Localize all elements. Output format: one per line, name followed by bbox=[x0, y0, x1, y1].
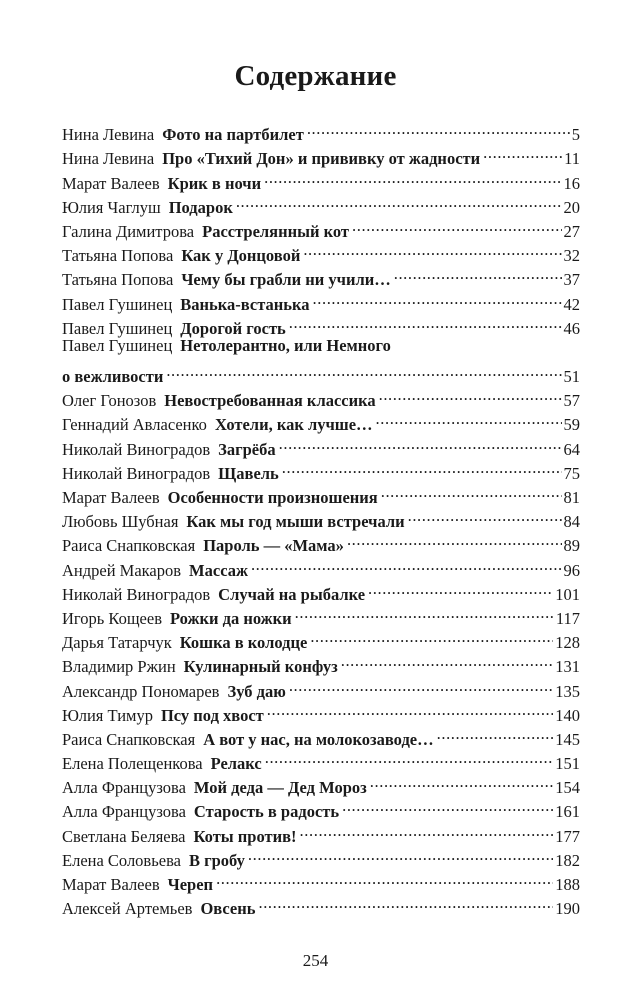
toc-author: Раиса Снапковская bbox=[62, 729, 196, 749]
toc-page-number: 57 bbox=[563, 391, 580, 411]
toc-dot-leader bbox=[264, 164, 561, 188]
toc-work-title: Пароль — «Мама» bbox=[203, 536, 344, 556]
toc-author: Павел Гушинец bbox=[62, 318, 173, 338]
toc-dot-leader bbox=[376, 406, 562, 430]
toc-author: Николай Виноградов bbox=[62, 439, 211, 459]
toc-work-title: Особенности произношения bbox=[167, 488, 378, 508]
toc-page-number: 81 bbox=[563, 488, 580, 508]
toc-work-title: Подарок bbox=[168, 197, 233, 217]
toc-page-number: 75 bbox=[563, 463, 580, 483]
toc-page-number: 51 bbox=[563, 367, 580, 387]
toc-author: Юлия Чаглуш bbox=[62, 197, 161, 217]
toc-page-number: 16 bbox=[563, 173, 580, 193]
toc-author: Марат Валеев bbox=[62, 875, 160, 895]
toc-entry[interactable] bbox=[62, 576, 580, 604]
toc-work-title: Старость в радость bbox=[193, 802, 340, 822]
toc-page-number: 188 bbox=[555, 875, 580, 895]
toc-author: Татьяна Попова bbox=[62, 270, 174, 290]
toc-dot-leader bbox=[347, 527, 562, 551]
toc-author: Юлия Тимур bbox=[62, 705, 153, 725]
toc-author: Татьяна Попова bbox=[62, 246, 174, 266]
toc-author: Александр Пономарев bbox=[62, 681, 220, 701]
toc-page-number: 117 bbox=[555, 608, 580, 628]
toc-author: Николай Виноградов bbox=[62, 463, 211, 483]
toc-entry[interactable] bbox=[62, 890, 580, 919]
toc-dot-leader bbox=[279, 430, 562, 454]
toc-author: Дарья Татарчук bbox=[62, 633, 172, 653]
toc-entry[interactable] bbox=[62, 769, 580, 798]
toc-dot-leader bbox=[166, 358, 561, 382]
toc-entry[interactable] bbox=[62, 116, 580, 145]
toc-work-title: Кулинарный конфуз bbox=[183, 657, 338, 677]
toc-work-title: Фото на партбилет bbox=[162, 125, 304, 145]
toc-dot-leader bbox=[303, 237, 561, 261]
toc-page-number: 101 bbox=[555, 584, 580, 604]
toc-work-title: Овсень bbox=[200, 899, 256, 919]
toc-entry[interactable] bbox=[62, 382, 580, 411]
toc-work-title: Коты против! bbox=[193, 826, 297, 846]
toc-dot-leader bbox=[236, 189, 562, 213]
toc-page-number: 140 bbox=[555, 705, 580, 725]
toc-entry[interactable] bbox=[62, 479, 580, 508]
toc-author: Елена Полещенкова bbox=[62, 754, 203, 774]
toc-entry[interactable] bbox=[62, 310, 580, 338]
toc-work-title: В гробу bbox=[188, 850, 245, 870]
toc-page-number: 182 bbox=[555, 850, 580, 870]
toc-dot-leader bbox=[381, 479, 562, 503]
toc-work-title: Крик в ночи bbox=[167, 173, 262, 193]
toc-page-number: 32 bbox=[563, 246, 580, 266]
toc-work-title: Хотели, как лучше… bbox=[214, 415, 373, 435]
toc-dot-leader bbox=[267, 697, 553, 721]
toc-work-title: А вот у нас, на молокозаводе… bbox=[203, 729, 434, 749]
toc-author: Алексей Артемьев bbox=[62, 899, 193, 919]
toc-page-number: 5 bbox=[571, 125, 580, 145]
toc-author: Николай Виноградов bbox=[62, 584, 211, 604]
toc-page-number: 145 bbox=[555, 729, 580, 749]
toc-dot-leader bbox=[437, 721, 554, 745]
toc-entry[interactable] bbox=[62, 624, 580, 653]
toc-entry[interactable] bbox=[62, 140, 580, 169]
toc-dot-leader bbox=[265, 745, 554, 769]
toc-page-number: 42 bbox=[563, 294, 580, 314]
toc-entry[interactable] bbox=[62, 842, 580, 870]
toc-dot-leader bbox=[216, 866, 553, 890]
toc-work-title: Ванька-встанька bbox=[180, 294, 310, 314]
toc-author: Владимир Ржин bbox=[62, 657, 176, 677]
toc-work-title: Как у Донцовой bbox=[181, 246, 301, 266]
toc-dot-leader bbox=[341, 648, 554, 672]
toc-work-title: Нетолерантно, или Немного bbox=[180, 335, 391, 355]
toc-entry[interactable] bbox=[62, 503, 580, 532]
toc-page-number: 190 bbox=[555, 899, 580, 919]
toc-work-title: Загрёба bbox=[218, 439, 276, 459]
toc-page-number: 135 bbox=[555, 681, 580, 701]
toc-author: Нина Левина bbox=[62, 149, 155, 169]
toc-dot-leader bbox=[483, 140, 562, 164]
toc-dot-leader bbox=[289, 672, 553, 696]
toc-page-number: 27 bbox=[563, 221, 580, 241]
toc-entry[interactable] bbox=[62, 793, 580, 822]
toc-work-title: Щавель bbox=[218, 463, 279, 483]
toc-work-title: Рожки да ножки bbox=[170, 608, 292, 628]
toc-author: Павел Гушинец bbox=[62, 294, 173, 314]
toc-work-title: Мой деда — Дед Мороз bbox=[193, 778, 367, 798]
toc-author: Геннадий Авласенко bbox=[62, 415, 207, 435]
toc-work-title: Случай на рыбалке bbox=[218, 584, 366, 604]
toc-author: Елена Соловьева bbox=[62, 850, 181, 870]
toc-entry[interactable] bbox=[62, 817, 580, 846]
toc-dot-leader bbox=[313, 285, 562, 309]
toc-work-title: Невостребованная классика bbox=[164, 391, 376, 411]
toc-author: Андрей Макаров bbox=[62, 560, 182, 580]
toc-entry[interactable] bbox=[62, 237, 580, 266]
toc-author: Галина Димитрова bbox=[62, 221, 195, 241]
toc-entry[interactable] bbox=[62, 164, 580, 193]
toc-entry[interactable] bbox=[62, 551, 580, 580]
toc-dot-leader bbox=[379, 382, 562, 406]
toc-work-title: Кошка в колодце bbox=[179, 633, 308, 653]
toc-entry-line-2 bbox=[62, 358, 580, 387]
toc-page-number: 177 bbox=[555, 826, 580, 846]
toc-page-number: 151 bbox=[555, 754, 580, 774]
toc-entry-line-1 bbox=[62, 334, 580, 358]
toc-author: Любовь Шубная bbox=[62, 512, 179, 532]
toc-entry[interactable] bbox=[62, 648, 580, 677]
toc-work-title: Псу под хвост bbox=[160, 705, 264, 725]
toc-page-number: 37 bbox=[563, 270, 580, 290]
toc-dot-leader bbox=[342, 793, 553, 817]
toc-author: Марат Валеев bbox=[62, 488, 160, 508]
toc-entry[interactable] bbox=[62, 527, 580, 556]
toc-page-number: 59 bbox=[563, 415, 580, 435]
toc-entry[interactable] bbox=[62, 672, 580, 701]
toc-entry[interactable] bbox=[62, 455, 580, 483]
toc-dot-leader bbox=[300, 817, 554, 841]
toc-page-number: 128 bbox=[555, 633, 580, 653]
toc-work-title: Дорогой гость bbox=[180, 318, 286, 338]
toc-page-number: 84 bbox=[563, 512, 580, 532]
toc-page-number: 46 bbox=[563, 318, 580, 338]
toc-entry[interactable] bbox=[62, 285, 580, 314]
toc-entry[interactable] bbox=[62, 334, 580, 387]
toc-page-number: 20 bbox=[563, 197, 580, 217]
toc-dot-leader bbox=[368, 576, 553, 600]
toc-work-title-continued: о вежливости bbox=[62, 367, 164, 387]
toc-dot-leader bbox=[295, 600, 554, 624]
toc-dot-leader bbox=[352, 213, 561, 237]
toc-author: Игорь Кощеев bbox=[62, 608, 162, 628]
toc-entry[interactable] bbox=[62, 406, 580, 435]
toc-entry[interactable] bbox=[62, 261, 580, 290]
toc-entry[interactable] bbox=[62, 213, 580, 241]
toc-dot-leader bbox=[248, 842, 553, 866]
toc-work-title: Расстрелянный кот bbox=[202, 221, 350, 241]
toc-dot-leader bbox=[289, 310, 562, 334]
toc-author: Светлана Беляева bbox=[62, 826, 186, 846]
toc-page-number: 161 bbox=[555, 802, 580, 822]
toc-page-number: 131 bbox=[555, 657, 580, 677]
toc-page-number: 64 bbox=[563, 439, 580, 459]
toc-dot-leader bbox=[394, 261, 562, 285]
toc-work-title: Как мы год мыши встречали bbox=[186, 512, 405, 532]
toc-dot-leader bbox=[370, 769, 553, 793]
toc-entry[interactable] bbox=[62, 866, 580, 895]
toc-entry[interactable] bbox=[62, 189, 580, 217]
toc-entry[interactable] bbox=[62, 697, 580, 725]
toc-page-number: 154 bbox=[555, 778, 580, 798]
page-title: Содержание bbox=[234, 60, 397, 92]
toc-work-title: Массаж bbox=[189, 560, 248, 580]
toc-entry[interactable] bbox=[62, 745, 580, 774]
toc-dot-leader bbox=[258, 890, 553, 914]
toc-page-number: 96 bbox=[563, 560, 580, 580]
toc-work-title: Чему бы грабли ни учили… bbox=[181, 270, 391, 290]
toc-author: Алла Французова bbox=[62, 802, 186, 822]
toc-entry[interactable] bbox=[62, 430, 580, 459]
toc-page-number: 89 bbox=[563, 536, 580, 556]
toc-author: Алла Французова bbox=[62, 778, 186, 798]
toc-dot-leader bbox=[251, 551, 562, 575]
toc-entry[interactable] bbox=[62, 721, 580, 749]
toc-dot-leader bbox=[282, 455, 562, 479]
toc-entry[interactable] bbox=[62, 600, 580, 628]
page-number: 254 bbox=[302, 951, 329, 970]
toc-author: Раиса Снапковская bbox=[62, 536, 196, 556]
toc-author: Нина Левина bbox=[62, 125, 155, 145]
toc-work-title: Про «Тихий Дон» и прививку от жадности bbox=[162, 149, 481, 169]
toc-dot-leader bbox=[408, 503, 562, 527]
toc-work-title: Релакс bbox=[210, 754, 262, 774]
toc-dot-leader bbox=[307, 116, 570, 140]
toc-author: Марат Валеев bbox=[62, 173, 160, 193]
toc-dot-leader bbox=[310, 624, 553, 648]
toc-author: Павел Гушинец bbox=[62, 335, 173, 355]
toc-author: Олег Гонозов bbox=[62, 391, 157, 411]
toc-page-number: 11 bbox=[564, 149, 580, 169]
toc-work-title: Череп bbox=[167, 875, 214, 895]
table-of-contents bbox=[62, 116, 580, 919]
toc-work-title: Зуб даю bbox=[227, 681, 286, 701]
